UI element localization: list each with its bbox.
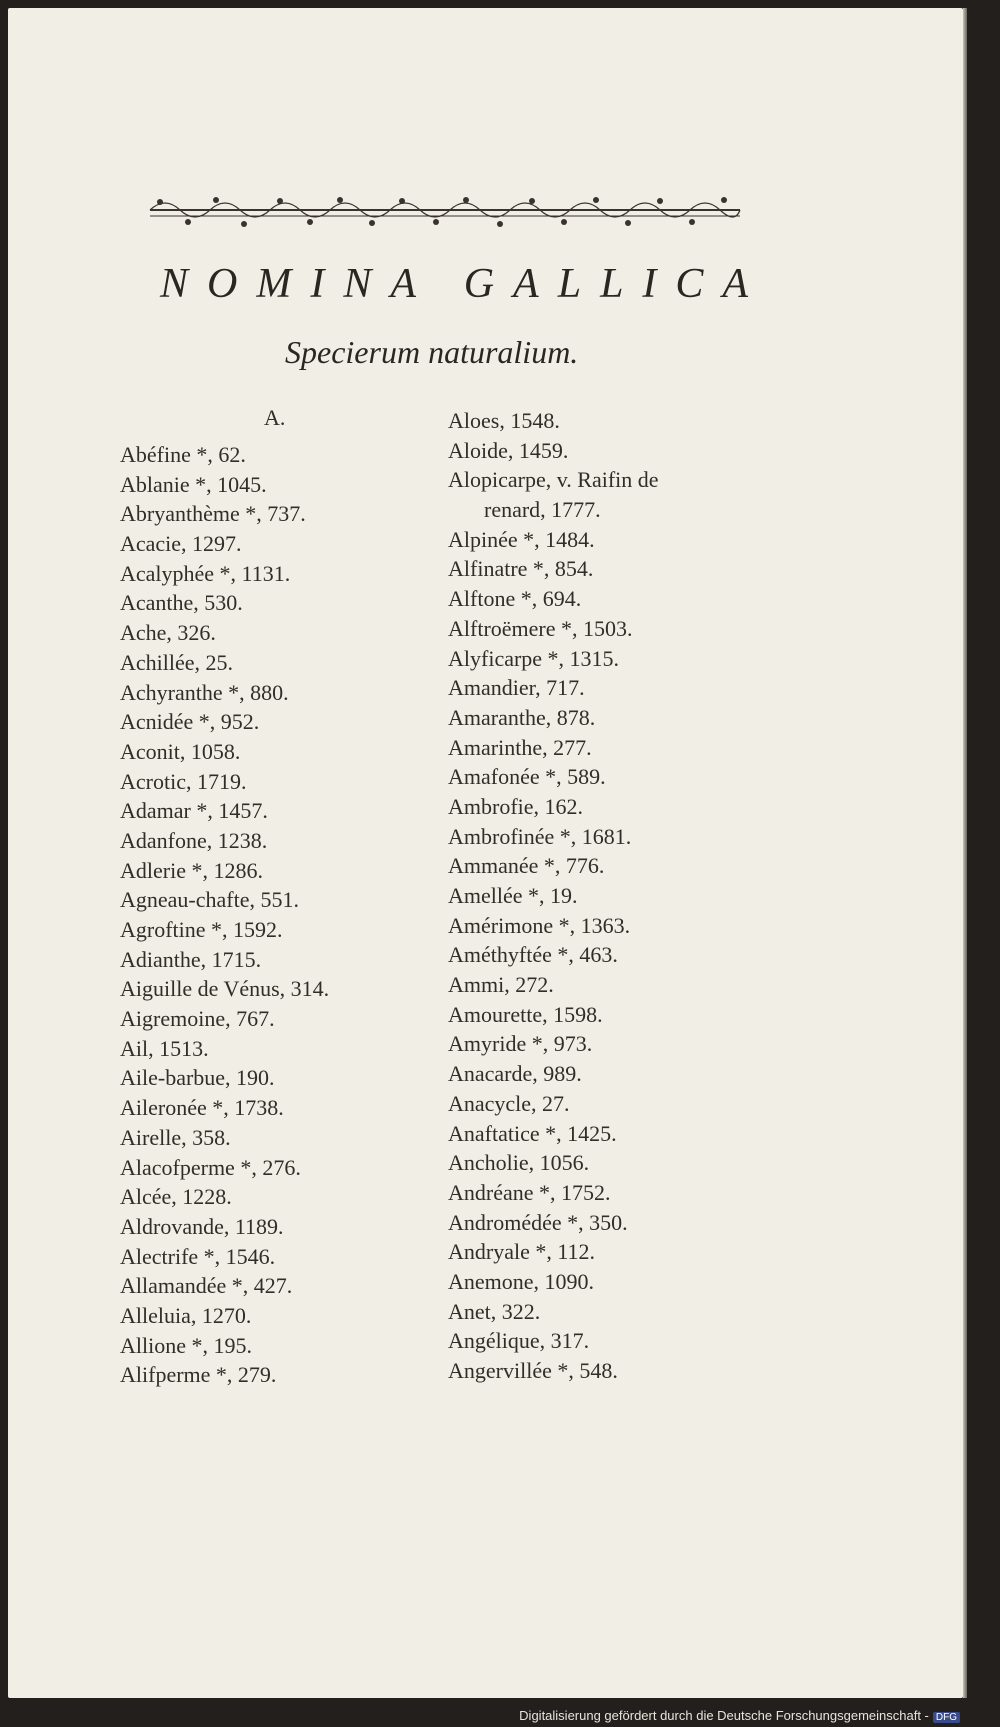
index-entry: Aiguille de Vénus, 314.: [120, 976, 330, 1002]
index-entry: Améthyftée *, 463.: [448, 942, 618, 968]
index-entry: Achyranthe *, 880.: [120, 679, 289, 705]
index-entry: Angélique, 317.: [448, 1328, 590, 1354]
index-entry: Agroftine *, 1592.: [120, 917, 283, 942]
index-entry: Ache, 326.: [120, 620, 216, 646]
index-entry: Acrotic, 1719.: [120, 768, 247, 794]
page-subtitle: Specierum naturalium.: [285, 334, 579, 370]
index-entry: Alpinée *, 1484.: [448, 526, 595, 552]
index-entry: Achillée, 25.: [120, 649, 234, 675]
index-entry: Adamar *, 1457.: [120, 798, 268, 824]
index-entry: Anet, 322.: [448, 1298, 541, 1324]
index-entry-text: Alopicarpe, v. Raifin de: [448, 467, 659, 493]
index-entry: Ablanie *, 1045.: [120, 471, 267, 497]
index-entry: Allamandée *, 427.: [120, 1273, 293, 1299]
index-entry: Ail, 1513.: [120, 1035, 209, 1061]
index-entry: Alectrife *, 1546.: [120, 1243, 276, 1269]
index-entry: [448, 465, 778, 524]
index-entry: Alleluia, 1270.: [120, 1302, 252, 1328]
index-entry: Adanfone, 1238.: [120, 827, 268, 853]
footer-text: Digitalisierung gefördert durch die Deutsche Forschungsgemeinschaft -: [519, 1708, 929, 1723]
index-entry: Aloide, 1459.: [448, 437, 569, 463]
index-entry: Aileronée *, 1738.: [120, 1095, 284, 1121]
index-entry: Angervillée *, 548.: [448, 1358, 618, 1384]
index-entry: Anemone, 1090.: [448, 1268, 595, 1294]
index-entry: Acanthe, 530.: [120, 590, 243, 616]
index-entry: Aldrovande, 1189.: [120, 1213, 284, 1239]
page-title: NOMINA GALLICA: [160, 261, 768, 307]
index-entry: Ancholie, 1056.: [448, 1150, 590, 1176]
index-entry: Amyride *, 973.: [448, 1031, 593, 1057]
page-edge: [963, 8, 967, 1698]
index-entry: Amaranthe, 878.: [448, 704, 596, 730]
index-entry: Alfinatre *, 854.: [448, 556, 594, 582]
index-entry: Anaftatice *, 1425.: [448, 1120, 617, 1146]
index-entry: Acacie, 1297.: [120, 531, 242, 557]
index-entry: Aloes, 1548.: [448, 408, 560, 433]
index-entry: Andryale *, 112.: [448, 1239, 596, 1265]
index-entry: Ammi, 272.: [448, 972, 554, 998]
index-column-right: [448, 406, 778, 1386]
index-column-left: [120, 440, 440, 1390]
index-entry: Aigremoine, 767.: [120, 1006, 275, 1032]
index-entry: Andréane *, 1752.: [448, 1179, 611, 1205]
index-entry: Ambrofie, 162.: [448, 793, 584, 819]
dfg-logo: DFG: [933, 1712, 960, 1723]
index-entry: Amafonée *, 589.: [448, 764, 606, 790]
index-entry: Amérimone *, 1363.: [448, 912, 631, 938]
index-entry: Alftone *, 694.: [448, 586, 582, 612]
index-entry: Alcée, 1228.: [120, 1184, 232, 1210]
index-entry: Alifperme *, 279.: [120, 1362, 277, 1388]
index-entry-continuation: renard, 1777.: [484, 497, 601, 523]
index-entry: Andromédée *, 350.: [448, 1209, 628, 1235]
index-entry: Alftroëmere *, 1503.: [448, 615, 633, 641]
index-entry: Acnidée *, 952.: [120, 709, 260, 735]
index-entry: Allione *, 195.: [120, 1332, 252, 1358]
index-entry: Adlerie *, 1286.: [120, 857, 263, 883]
index-entry: Ambrofinée *, 1681.: [448, 823, 632, 849]
index-entry: Ammanée *, 776.: [448, 853, 605, 879]
digitization-footer: [519, 1708, 960, 1723]
index-entry: Abryanthème *, 737.: [120, 501, 306, 527]
index-entry: Aconit, 1058.: [120, 738, 241, 764]
index-entry: Amourette, 1598.: [448, 1001, 603, 1027]
index-entry: Acalyphée *, 1131.: [120, 560, 291, 586]
index-entry: Aile-barbue, 190.: [120, 1065, 275, 1091]
index-entry: Adianthe, 1715.: [120, 946, 262, 972]
index-entry: Abéfine *, 62.: [120, 442, 246, 467]
index-entry: Airelle, 358.: [120, 1124, 231, 1150]
section-letter: A.: [264, 405, 286, 430]
index-entry: Alyficarpe *, 1315.: [448, 645, 620, 671]
index-entry: Amarinthe, 277.: [448, 734, 592, 760]
decorative-vine-ornament: [140, 188, 750, 232]
index-entry: Alacofperme *, 276.: [120, 1154, 301, 1180]
index-entry: Anacarde, 989.: [448, 1061, 582, 1087]
index-entry: Amellée *, 19.: [448, 883, 578, 909]
index-entry: Anacycle, 27.: [448, 1090, 570, 1116]
index-entry: Agneau-chafte, 551.: [120, 887, 299, 913]
index-entry: Amandier, 717.: [448, 675, 585, 701]
